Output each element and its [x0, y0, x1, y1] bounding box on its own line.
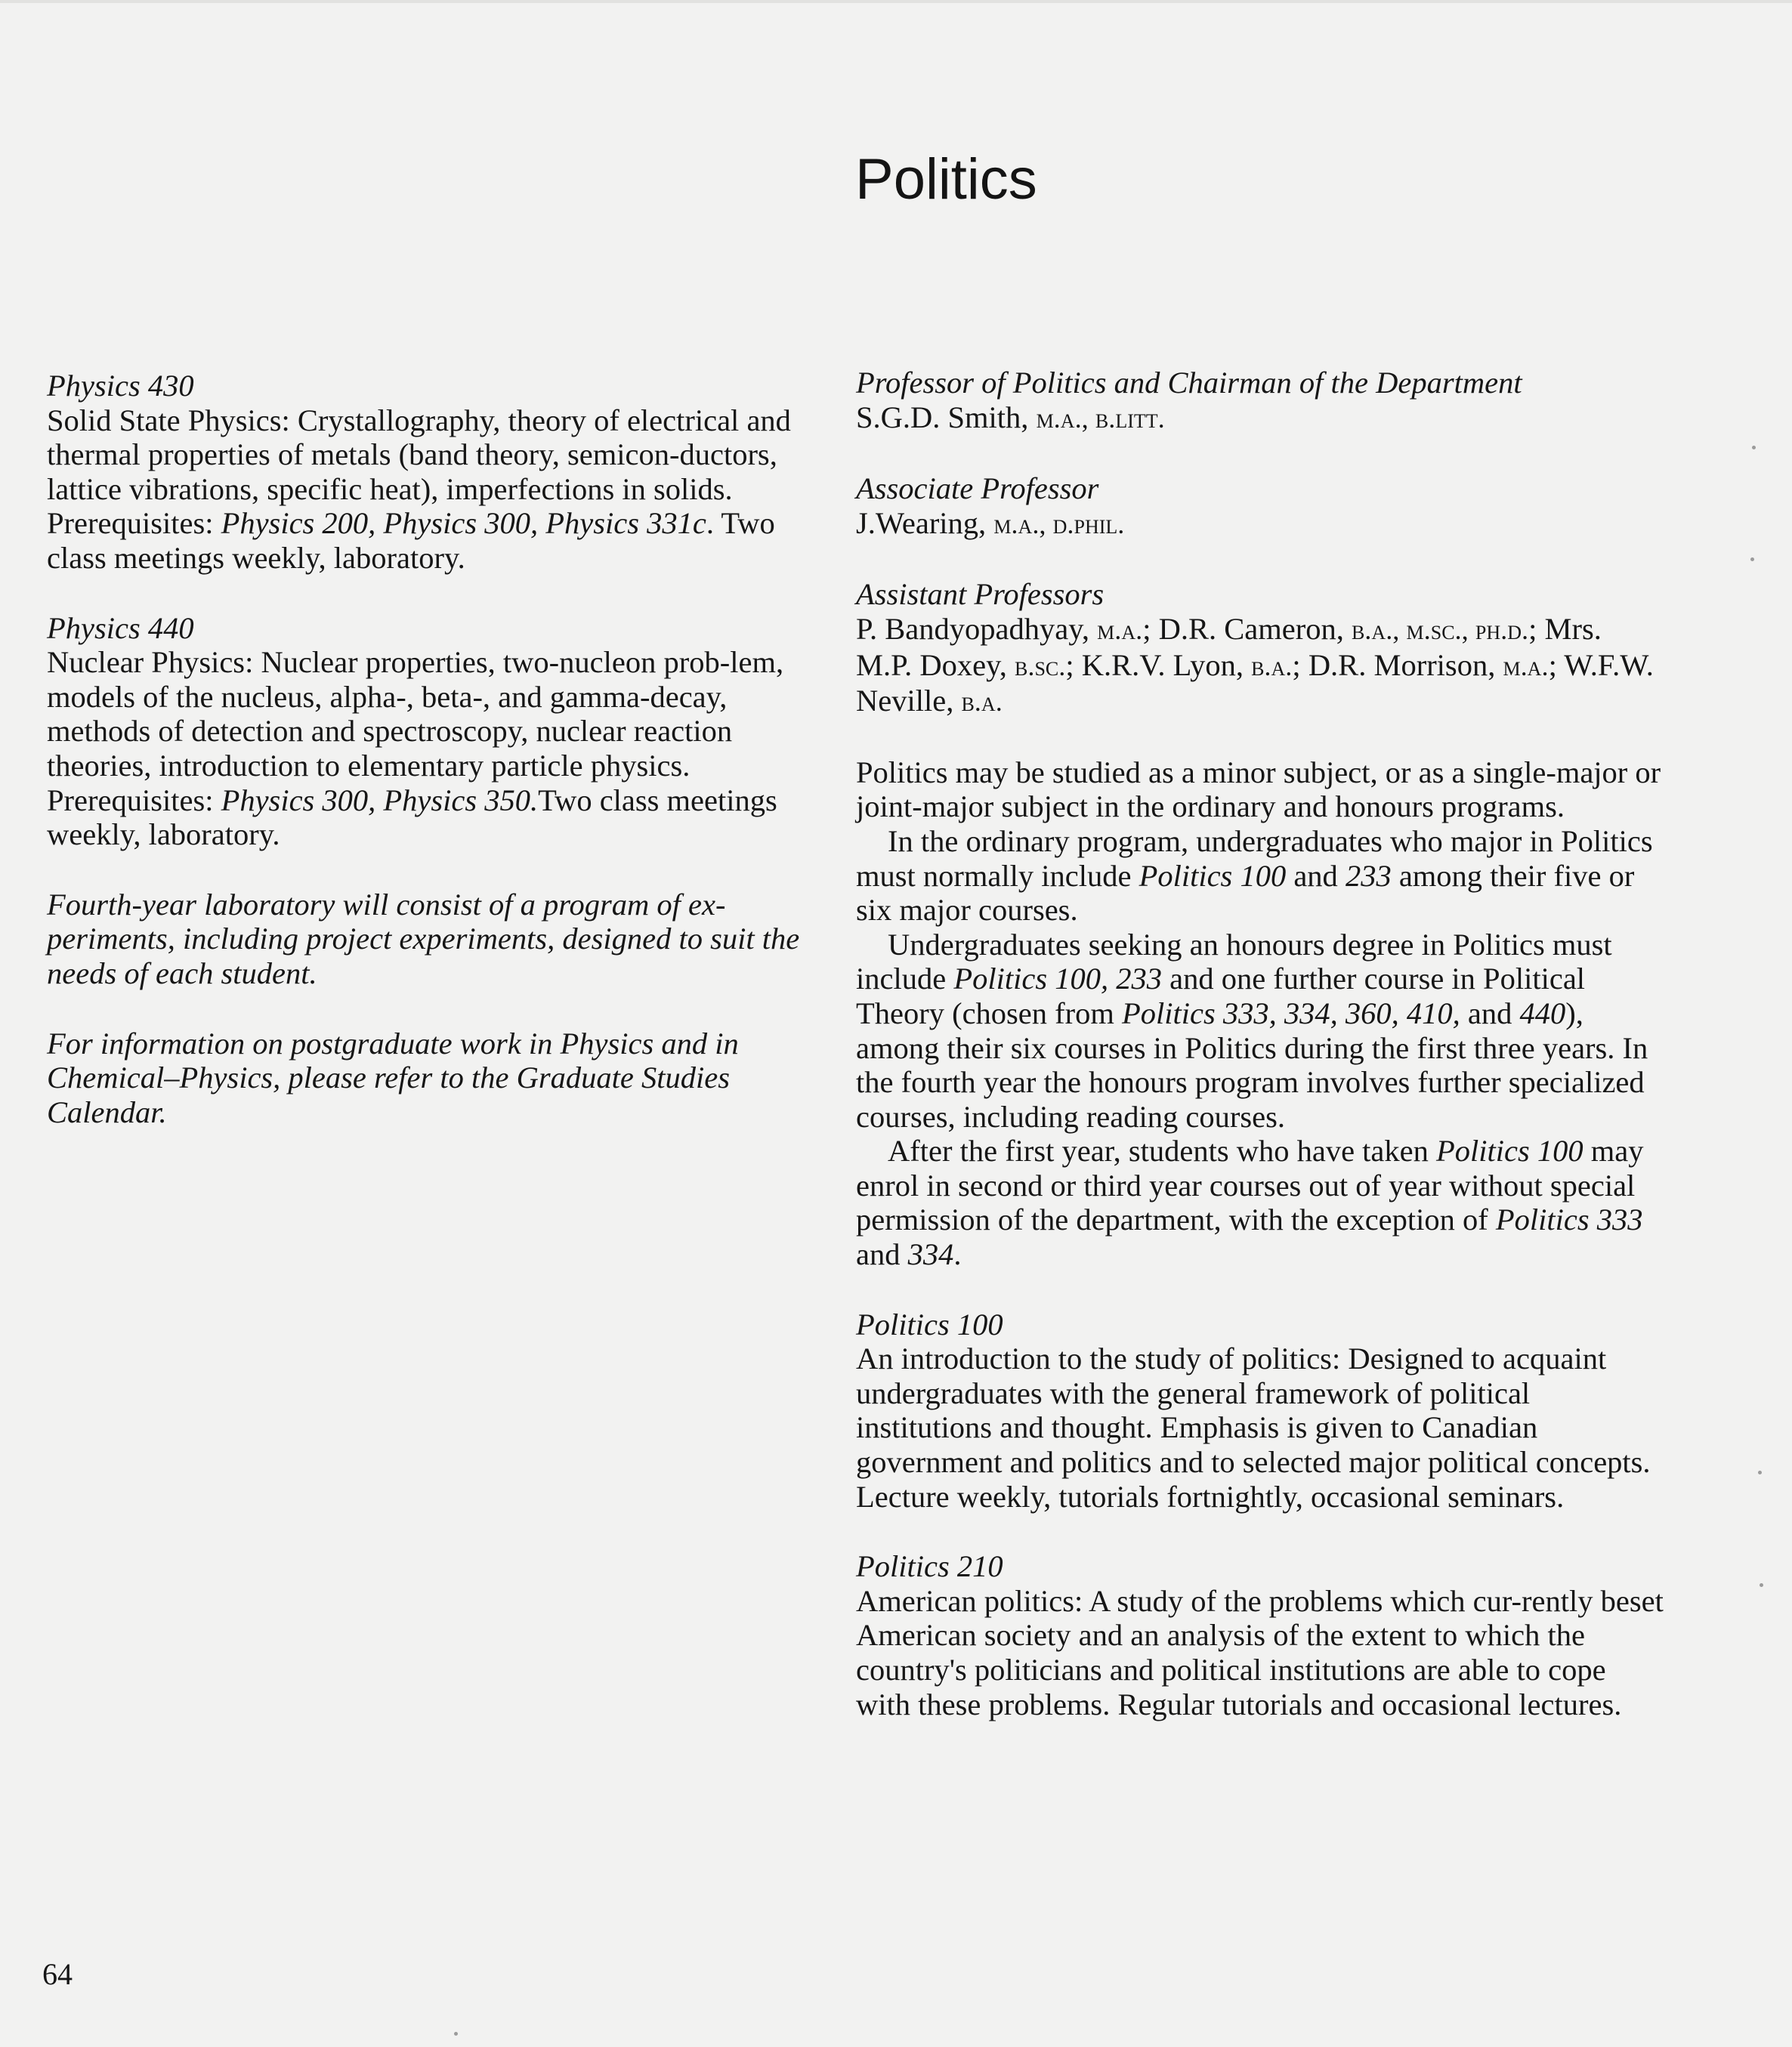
description-text-end: . Two class meetings weekly, laboratory. — [47, 506, 775, 575]
course-ref: 233 — [1345, 858, 1392, 893]
left-column — [47, 369, 833, 1165]
course-ref: Politics 100, 233 — [953, 962, 1162, 996]
text: . — [953, 1237, 962, 1272]
course-ref: Politics 333, 334, 360, 410, — [1122, 996, 1460, 1030]
text: may enrol in second or third year courses out of year without special permission of the department, with the exception of — [856, 1134, 1644, 1237]
faculty-heading: Professor of Politics and Chairman of the Department — [856, 366, 1522, 400]
course-description — [47, 645, 833, 852]
program-paragraph: Politics may be studied as a minor subject, or as a single-major or joint-major subject in the ordinary and honours programs. — [856, 755, 1661, 824]
prerequisites: Physics 200, Physics 300, Physics 331c — [221, 506, 706, 541]
postgraduate-note: For information on postgraduate work in Physics and in Chemical–Physics, please refer to the Graduate Studies Calendar. — [47, 1026, 739, 1129]
description-text-end: Two class meetings weekly, laboratory. — [47, 783, 777, 852]
faculty-name: K.R.V. Lyon, — [1081, 647, 1252, 682]
faculty-name: J.Wearing, — [856, 505, 994, 540]
right-column — [856, 366, 1664, 1721]
scan-speck — [1760, 1583, 1763, 1587]
course-ref: Politics 100 — [1436, 1134, 1583, 1169]
faculty-degrees: m.a., d.phil. — [993, 508, 1125, 539]
program-paragraph — [856, 824, 1664, 928]
faculty-heading: Associate Professor — [856, 471, 1099, 506]
faculty-associate — [856, 471, 1664, 542]
faculty-degrees: b.sc. — [1015, 650, 1066, 681]
course-politics-100 — [856, 1308, 1664, 1514]
faculty-degrees: b.a. — [961, 687, 1003, 718]
faculty-name: W.F.W. Neville, — [856, 647, 1654, 718]
course-title: Physics 440 — [47, 610, 194, 645]
scan-speck — [1750, 557, 1754, 561]
separator: ; — [1528, 611, 1545, 646]
text: After the first year, students who have taken — [888, 1134, 1437, 1169]
course-physics-440 — [47, 611, 833, 852]
faculty-name: D.R. Cameron, — [1158, 611, 1352, 646]
course-description — [47, 403, 833, 576]
faculty-degrees: m.a. — [1503, 650, 1549, 681]
page-number: 64 — [42, 1957, 73, 1991]
description-text: Solid State Physics: Crystallography, theory of electrical and thermal properties of metals (band theory, semicon-ductors, lattice vibrations, specific heat), imperfections in solids. Prerequisites: — [47, 403, 791, 541]
course-physics-430 — [47, 369, 833, 576]
course-ref: Politics 100 — [1139, 858, 1287, 893]
text: and — [1286, 858, 1346, 893]
scan-speck — [454, 2032, 458, 2036]
course-ref: 440 — [1519, 996, 1566, 1030]
course-politics-210 — [856, 1549, 1664, 1721]
faculty-degrees: b.a. — [1251, 650, 1293, 681]
faculty-degrees: b.a., m.sc., ph.d. — [1351, 614, 1529, 645]
faculty-heading: Assistant Professors — [856, 577, 1105, 612]
faculty-list — [856, 612, 1654, 718]
program-paragraph — [856, 928, 1664, 1135]
faculty-degrees: m.a. — [1097, 614, 1143, 645]
text: and one further course in Political Theory (chosen from — [856, 962, 1586, 1030]
faculty-name: D.R. Morrison, — [1308, 647, 1503, 682]
page-top-edge — [0, 0, 1792, 3]
program-description — [856, 755, 1664, 1272]
prerequisites: Physics 300, Physics 350. — [221, 783, 539, 817]
description-text: Nuclear Physics: Nuclear properties, two-nucleon prob-lem, models of the nucleus, alpha-, beta-, and gamma-decay, methods of detection and spectroscopy, nuclear reaction theories, introduction to elementary particle physics. Prerequisites: — [47, 645, 784, 817]
text: and — [1460, 996, 1520, 1030]
faculty-assistants — [856, 577, 1664, 719]
course-title: Physics 430 — [47, 369, 194, 403]
scan-speck — [1758, 1471, 1762, 1474]
course-description: An introduction to the study of politics: Designed to acquaint undergraduates with the general framework of political institutions and thought. Emphasis is given to Canadian government and politics and to selected major political concepts. Lecture weekly, tutorials fortnightly, occasional seminars. — [856, 1342, 1651, 1514]
course-title: Politics 210 — [856, 1549, 1003, 1584]
page-title: Politics — [855, 147, 1037, 211]
separator: ; — [1548, 647, 1565, 682]
text: among their five or six major courses. — [856, 858, 1635, 928]
course-title: Politics 100 — [856, 1307, 1003, 1342]
course-ref: Politics 333 — [1495, 1203, 1643, 1237]
separator: ; — [1065, 647, 1082, 682]
faculty-degrees: m.a., b.litt. — [1036, 403, 1165, 434]
text: ), among their six courses in Politics during the first three years. In the fourth year the honours program involves further specialized courses, including reading courses. — [856, 996, 1648, 1134]
text: and — [856, 1237, 908, 1272]
course-ref: 334 — [907, 1237, 954, 1272]
faculty-name: P. Bandyopadhyay, — [856, 611, 1098, 646]
text: Undergraduates seeking an honours degree in Politics must include — [856, 927, 1612, 996]
program-paragraph — [856, 1134, 1664, 1271]
separator: ; — [1142, 611, 1159, 646]
course-description: American politics: A study of the problems which cur-rently beset American society and an analysis of the extent to which the country's politicians and political institutions are able to cope with these problems. Regular tutorials and occasional lectures. — [856, 1583, 1664, 1721]
separator: ; — [1292, 647, 1308, 682]
text: In the ordinary program, undergraduates who major in Politics must normally include — [856, 823, 1653, 893]
scan-speck — [1752, 446, 1756, 449]
faculty-chairman — [856, 366, 1664, 436]
faculty-name: S.G.D. Smith, — [856, 400, 1037, 434]
faculty-name: Mrs. M.P. Doxey, — [856, 611, 1602, 682]
lab-note: Fourth-year laboratory will consist of a program of ex-periments, including project experiments, designed to suit the needs of each student. — [47, 887, 800, 990]
